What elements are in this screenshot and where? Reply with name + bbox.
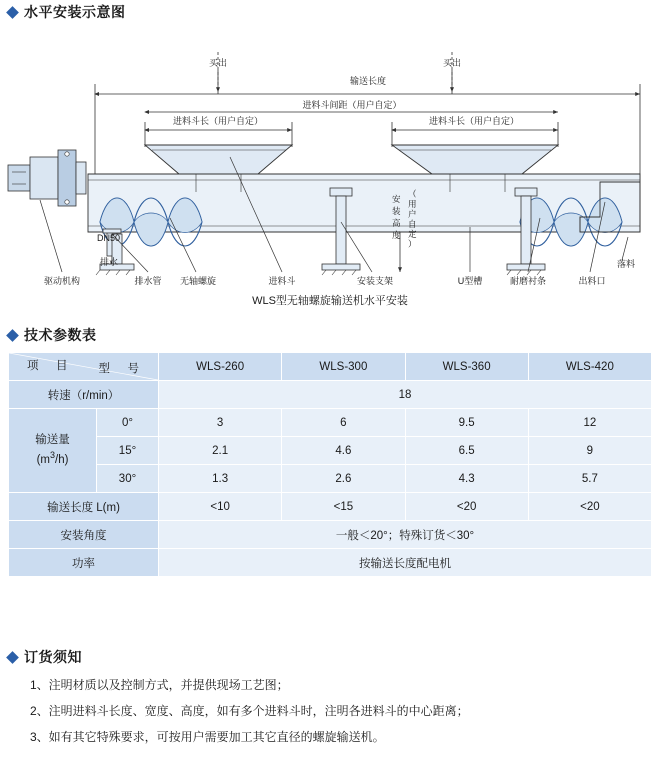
length-1: <15 — [282, 493, 405, 521]
sub-label-angle-0: 0° — [97, 409, 159, 437]
capacity-1-2: 6.5 — [405, 437, 528, 465]
svg-text:户: 户 — [408, 209, 417, 219]
corner-label-top: 型 号 — [98, 363, 142, 375]
horizontal-installation-diagram — [0, 22, 660, 317]
table-row-angle — [9, 521, 652, 549]
capacity-0-3: 12 — [528, 409, 651, 437]
label-shaftless-spiral: 无轴螺旋 — [179, 276, 217, 286]
capacity-0-2: 9.5 — [405, 409, 528, 437]
table-row-power — [9, 549, 652, 577]
label-install-height-b: 安 — [392, 194, 401, 204]
row-value-power: 按输送长度配电机 — [159, 549, 652, 577]
label-buy-out-right: 买出 — [442, 58, 462, 68]
capacity-1-1: 4.6 — [282, 437, 405, 465]
row-label-length: 输送长度 L(m) — [9, 493, 159, 521]
section-title-text: 水平安装示意图 — [24, 4, 126, 20]
table-row-speed — [9, 381, 652, 409]
table-row-length — [9, 493, 652, 521]
svg-text:装: 装 — [392, 206, 401, 216]
table-row-capacity-1 — [9, 437, 652, 465]
capacity-1-0: 2.1 — [159, 437, 282, 465]
model-header-3: WLS-420 — [528, 353, 651, 381]
table-corner-cell — [9, 353, 159, 381]
sub-label-angle-1: 15° — [97, 437, 159, 465]
corner-label-bottom: 项 目 — [27, 360, 71, 372]
section-heading-table — [8, 325, 97, 345]
row-label-angle: 安装角度 — [9, 521, 159, 549]
capacity-unit-text: $(m^3/h)$ — [36, 449, 69, 466]
label-feed-hopper: 进料斗 — [268, 276, 296, 286]
capacity-2-2: 4.3 — [405, 465, 528, 493]
svg-text:高: 高 — [392, 218, 401, 228]
svg-text:用: 用 — [408, 199, 417, 209]
label-conveying-length: 输送长度 — [349, 76, 387, 86]
label-mounting-bracket: 安装支架 — [356, 276, 394, 286]
label-buy-out-left: 买出 — [208, 58, 228, 68]
note-item-2: 2、注明进料斗长度、宽度、高度，如有多个进料斗时，注明各进料斗的中心距离； — [30, 704, 469, 718]
label-u-trough: U型槽 — [457, 276, 483, 286]
length-0: <10 — [159, 493, 282, 521]
model-header-1: WLS-300 — [282, 353, 405, 381]
label-hopper-len-right: 进料斗长（用户自定） — [428, 116, 520, 126]
capacity-0-0: 3 — [159, 409, 282, 437]
label-dn50: DN50 — [97, 233, 121, 243]
technical-parameters-table — [8, 352, 652, 577]
table-row-capacity-2 — [9, 465, 652, 493]
row-label-speed: 转速（r/min） — [9, 381, 159, 409]
row-label-power: 功率 — [9, 549, 159, 577]
diamond-bullet-icon — [6, 651, 19, 664]
diagram-caption: WLS型无轴螺旋输送机水平安装 — [252, 295, 408, 307]
model-header-0: WLS-260 — [159, 353, 282, 381]
label-falling-material: 落料 — [616, 259, 636, 269]
label-hopper-len-left: 进料斗长（用户自定） — [172, 116, 264, 126]
label-drain-pipe: 排水管 — [134, 276, 162, 286]
capacity-2-0: 1.3 — [159, 465, 282, 493]
table-row-capacity-0 — [9, 409, 652, 437]
model-header-2: WLS-360 — [405, 353, 528, 381]
capacity-2-3: 5.7 — [528, 465, 651, 493]
note-item-3: 3、如有其它特殊要求，可按用户需要加工其它直径的螺旋输送机。 — [30, 730, 385, 744]
sub-label-angle-2: 30° — [97, 465, 159, 493]
row-label-capacity — [9, 409, 97, 493]
label-hopper-spacing: 进料斗间距（用户自定） — [302, 100, 402, 110]
svg-text:）: ） — [408, 239, 417, 249]
ordering-notes-list — [30, 672, 650, 750]
length-2: <20 — [405, 493, 528, 521]
length-3: <20 — [528, 493, 651, 521]
diamond-bullet-icon — [6, 6, 19, 19]
capacity-label-text: 输送量 — [35, 434, 70, 447]
label-wear-liner: 耐磨衬条 — [509, 276, 547, 286]
capacity-0-1: 6 — [282, 409, 405, 437]
capacity-2-1: 2.6 — [282, 465, 405, 493]
label-drain: 排水 — [100, 257, 119, 267]
row-value-angle: 一般＜20°；特殊订货＜30° — [159, 521, 652, 549]
section-title-text: 订货须知 — [24, 649, 82, 665]
table-header-row — [9, 353, 652, 381]
label-drive-unit: 驱动机构 — [43, 276, 81, 286]
svg-text:度: 度 — [392, 230, 401, 240]
row-value-speed: 18 — [159, 381, 652, 409]
label-install-height-a: （ — [408, 189, 417, 199]
svg-text:自: 自 — [408, 219, 417, 229]
note-item-1: 1、注明材质以及控制方式，并提供现场工艺图； — [30, 678, 289, 692]
section-title-text: 技术参数表 — [24, 327, 97, 343]
diamond-bullet-icon — [6, 329, 19, 342]
svg-text:定: 定 — [408, 229, 417, 239]
capacity-1-3: 9 — [528, 437, 651, 465]
section-heading-notes — [8, 647, 82, 667]
label-discharge-port: 出料口 — [578, 276, 606, 286]
section-heading-diagram — [8, 2, 126, 22]
